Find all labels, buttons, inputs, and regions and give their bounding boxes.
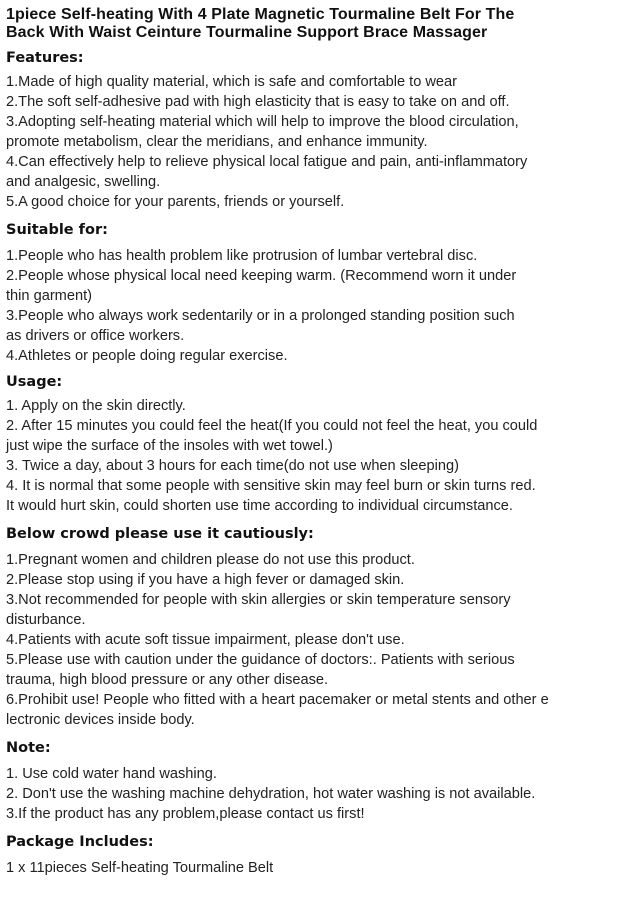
suitable-line: 3.People who always work sedentarily or in a prolonged standing position such [6, 308, 515, 324]
caution-line: disturbance. [6, 612, 86, 628]
features-line: 5.A good choice for your parents, friends or yourself. [6, 194, 345, 210]
caution-line: 1.Pregnant women and children please do not use this product. [6, 552, 415, 568]
note-line: 1. Use cold water hand washing. [6, 766, 217, 782]
package-line: 1 x 11pieces Self-heating Tourmaline Belt [6, 860, 274, 876]
usage-line: 2. After 15 minutes you could feel the heat(If you could not feel the heat, you could [6, 418, 538, 434]
product-title-line: Back With Waist Ceinture Tourmaline Support Brace Massager [6, 24, 488, 41]
caution-line: 5.Please use with caution under the guidance of doctors:. Patients with serious [6, 652, 515, 668]
caution-line: trauma, high blood pressure or any other disease. [6, 672, 329, 688]
suitable-line: 4.Athletes or people doing regular exercise. [6, 348, 288, 364]
features-line: and analgesic, swelling. [6, 174, 161, 190]
suitable-line: as drivers or office workers. [6, 328, 185, 344]
features-line: 1.Made of high quality material, which is safe and comfortable to wear [6, 74, 458, 90]
caution-line: lectronic devices inside body. [6, 712, 195, 728]
note-line: 3.If the product has any problem,please contact us first! [6, 806, 365, 822]
caution-line: 6.Prohibit use! People who fitted with a heart pacemaker or metal stents and other e [6, 692, 549, 708]
product-title [6, 6, 614, 42]
note-heading: Note: [6, 740, 51, 756]
note-section [6, 738, 614, 824]
suitable-line: 2.People whose physical local need keeping warm. (Recommend worn it under [6, 268, 517, 284]
usage-line: 1. Apply on the skin directly. [6, 398, 186, 414]
usage-heading: Usage: [6, 374, 63, 390]
features-line: 4.Can effectively help to relieve physical local fatigue and pain, anti-inflammatory [6, 154, 528, 170]
caution-heading: Below crowd please use it cautiously: [6, 526, 314, 542]
package-section [6, 832, 614, 878]
features-heading: Features: [6, 50, 84, 66]
caution-line: 4.Patients with acute soft tissue impairment, please don't use. [6, 632, 405, 648]
caution-section [6, 524, 614, 730]
features-line: 3.Adopting self-heating material which will help to improve the blood circulation, [6, 114, 519, 130]
usage-line: 4. It is normal that some people with sensitive skin may feel burn or skin turns red. [6, 478, 536, 494]
package-heading: Package Includes: [6, 834, 154, 850]
suitable-section [6, 220, 614, 366]
caution-line: 2.Please stop using if you have a high fever or damaged skin. [6, 572, 405, 588]
usage-line: 3. Twice a day, about 3 hours for each time(do not use when sleeping) [6, 458, 459, 474]
suitable-heading: Suitable for: [6, 222, 108, 238]
usage-line: just wipe the surface of the insoles with wet towel.) [6, 438, 333, 454]
note-line: 2. Don't use the washing machine dehydration, hot water washing is not available. [6, 786, 536, 802]
features-line: 2.The soft self-adhesive pad with high elasticity that is easy to take on and off. [6, 94, 510, 110]
features-section [6, 48, 614, 212]
caution-line: 3.Not recommended for people with skin allergies or skin temperature sensory [6, 592, 511, 608]
product-title-line: 1piece Self-heating With 4 Plate Magnetic Tourmaline Belt For The [6, 6, 515, 23]
usage-line: It would hurt skin, could shorten use time according to individual circumstance. [6, 498, 513, 514]
usage-section [6, 372, 614, 516]
suitable-line: thin garment) [6, 288, 92, 304]
features-line: promote metabolism, clear the meridians, and enhance immunity. [6, 134, 428, 150]
suitable-line: 1.People who has health problem like protrusion of lumbar vertebral disc. [6, 248, 478, 264]
